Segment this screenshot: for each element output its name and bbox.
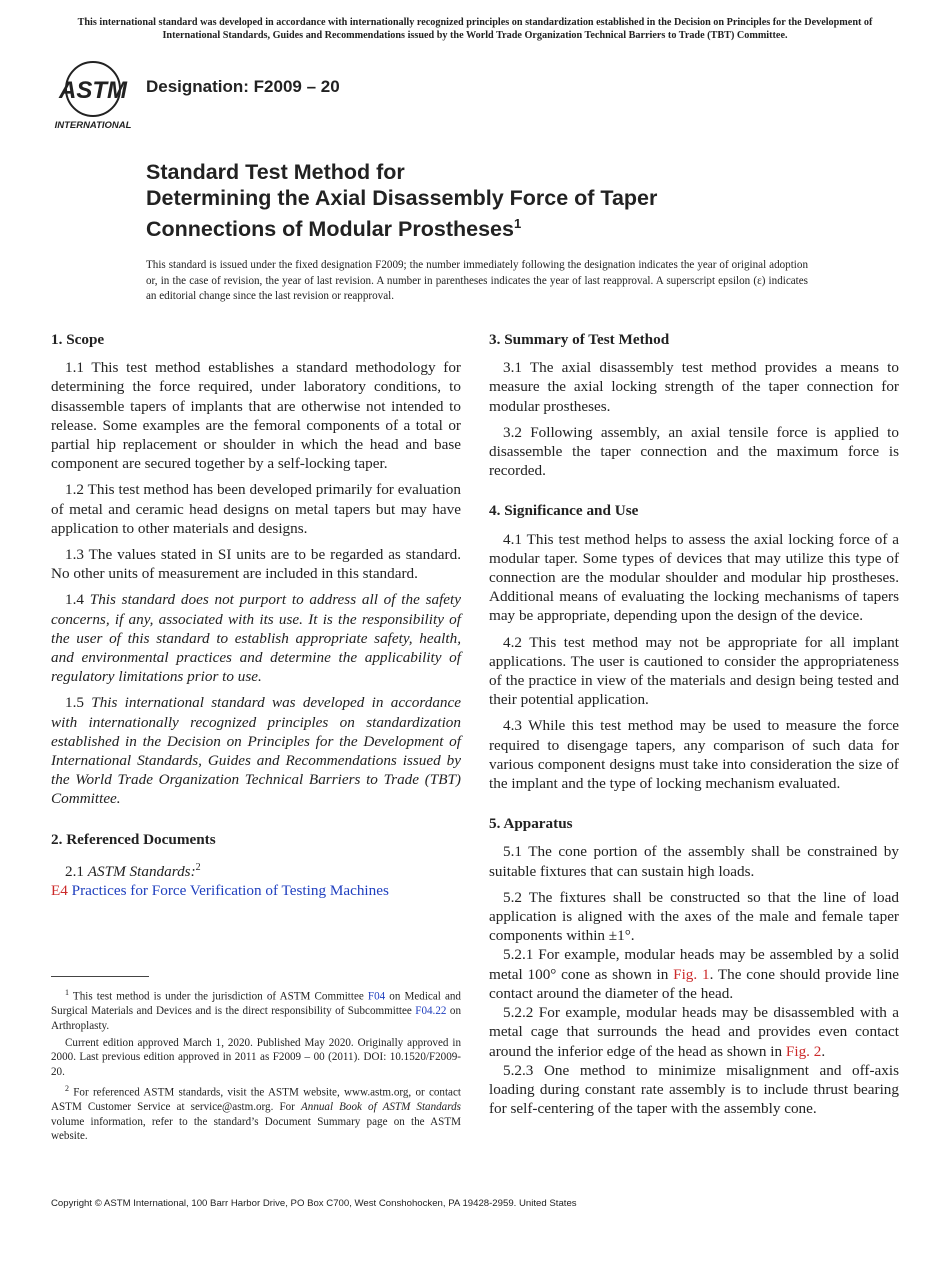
reference-e4-link[interactable]: Practices for Force Verification of Testing Machines — [71, 882, 389, 900]
paragraph-1-4: 1.4 This standard does not purport to address all of the safety concerns, if any, associated with its use. It is the responsibility of the user of this standard to establish appropriate safety, health, and environmental practices and determine the applicability of regulatory limitations prior to use. — [51, 591, 461, 686]
reference-e4-code[interactable]: E4 — [51, 882, 68, 900]
figure-2-link[interactable]: Fig. 2 — [785, 1042, 822, 1060]
paragraph-5-2-2: 5.2.2 For example, modular heads may be disassembled with a metal cage that surrounds the head and provides even contact around the inferior edge of the head as shown in Fig. 2. — [489, 1004, 899, 1060]
issued-note: This standard is issued under the fixed designation F2009; the number immediately following the designation indicates the year of original adoption or, in the case of revision, the year of last revision. A number in parentheses indicates the year of last reapproval. A superscript epsilon (ε) indicates an editorial change since the last revision or reapproval. — [146, 259, 808, 302]
paragraph-1-2: 1.2 This test method has been developed primarily for evaluation of metal and ceramic head designs on metal tapers but may have application to other materials and designs. — [51, 481, 461, 537]
paragraph-5-1: 5.1 The cone portion of the assembly shall be constrained by suitable fixtures that can sustain high loads. — [489, 843, 899, 880]
title-line-1: Standard Test Method for — [146, 160, 405, 184]
paragraph-3-2: 3.2 Following assembly, an axial tensile force is applied to disassemble the taper connection and the maximum force is recorded. — [489, 423, 899, 480]
paragraph-4-3: 4.3 While this test method may be used to measure the force required to disengage tapers, any comparison of such data for various component designs must take into consideration the size of the implant and the type of locking mechanism evaluated. — [489, 717, 899, 793]
right-column — [489, 330, 899, 1118]
designation: Designation: F2009 – 20 — [146, 77, 340, 96]
title-line-3: Connections of Modular Prostheses$^1$ — [146, 216, 522, 242]
paragraph-1-5: 1.5 This international standard was developed in accordance with internationally recognized principles on standardization established in the Decision on Principles for the Development of International Standards, Guides and Recommendations issued by the World Trade Organization Technical Barriers to Trade (TBT) Committee. — [51, 694, 462, 808]
figure-1-link[interactable]: Fig. 1 — [673, 965, 710, 983]
paragraph-4-1: 4.1 This test method helps to assess the axial locking force of a modular taper. Some types of devices that may utilize this type of connection are the modular shoulder and modular hip prostheses. Additional means of evaluating the locking mechanisms of tapers may be appropriate, depending upon the design of the device. — [489, 530, 899, 625]
copyright-line: Copyright © ASTM International, 100 Barr Harbor Drive, PO Box C700, West Conshohocken, PA 19428-2959. United States — [51, 1198, 577, 1209]
paragraph-3-1: 3.1 The axial disassembly test method provides a means to measure the axial locking strength of the taper connection for modular prostheses. — [489, 359, 899, 415]
footnote-divider — [51, 976, 149, 977]
paragraph-2-1: 2.1 ASTM Standards:$^2$ — [65, 861, 201, 880]
section-heading-significance: 4. Significance and Use — [489, 502, 639, 520]
title-footnote-mark: 1 — [513, 216, 522, 231]
logo-text: ASTM — [59, 77, 127, 104]
reference-e4[interactable] — [51, 881, 461, 900]
footnote-1: $^1$ This test method is under the jurisdiction of ASTM Committee F04 on Medical and Surgical Materials and Devices and is the direct responsibility of Subcommittee F04.22 on Arthroplasty. — [51, 988, 461, 1032]
left-column — [51, 330, 461, 900]
paragraph-1-1: 1.1 This test method establishes a standard methodology for determining the force required, under laboratory conditions, to disassemble tapers of implants that are otherwise not intended to release. Some examples are the femoral components of a total or partial hip replacement or shoulder in which the head and base component are secured together by a self-locking taper. — [51, 359, 461, 473]
standard-notice: This international standard was developed in accordance with internationally recognized principles on standardization established in the Decision on Principles for the Development of International Standards, Guides and Recommendations issued by the World Trade Organization Technical Barriers to Trade (TBT) Committee. — [77, 17, 873, 41]
logo-subtext: INTERNATIONAL — [54, 120, 132, 130]
footnote-edition: Current edition approved March 1, 2020. Published May 2020. Originally approved in 2000. Last previous edition approved in 2011 as F2009 – 00 (2011). DOI: 10.1520/F2009-20. — [51, 1036, 461, 1078]
committee-f04-link[interactable]: F04 — [367, 990, 386, 1003]
footnotes — [51, 986, 461, 1146]
paragraph-1-3: 1.3 The values stated in SI units are to be regarded as standard. No other units of measurement are included in this standard. — [51, 546, 461, 583]
astm-logo — [52, 56, 134, 130]
section-heading-scope: 1. Scope — [51, 331, 105, 348]
paragraph-4-2: 4.2 This test method may not be appropriate for all implant applications. The user is cautioned to consider the appropriateness of the practice in view of the materials and design being tested and their potential application. — [489, 633, 899, 709]
section-heading-apparatus: 5. Apparatus — [489, 815, 573, 833]
paragraph-5-2: 5.2 The fixtures shall be constructed so that the line of load application is aligned with the axes of the male and female taper components within ±1°. — [489, 888, 899, 945]
title-line-2: Determining the Axial Disassembly Force of Taper — [146, 186, 658, 210]
subcommittee-f04-22-link[interactable]: F04.22 — [415, 1005, 447, 1018]
section-heading-summary: 3. Summary of Test Method — [489, 331, 670, 348]
document-title — [146, 159, 866, 242]
paragraph-5-2-1: 5.2.1 For example, modular heads may be assembled by a solid metal 100° cone as shown in Fig. 1. The cone should provide line contact around the diameter of the head. — [489, 946, 899, 1002]
section-heading-referenced-documents: 2. Referenced Documents — [51, 830, 216, 848]
paragraph-5-2-3: 5.2.3 One method to minimize misalignment and off-axis loading during constant rate assembly is to include thrust bearing for self-centering of the taper with the assembly cone. — [489, 1061, 899, 1118]
footnote-2: $^2$ For referenced ASTM standards, visit the ASTM website, www.astm.org, or contact ASTM Customer Service at service@astm.org. For Annual Book of ASTM Standards volume information, refer to the standard’s Document Summary page on the ASTM website. — [51, 1084, 462, 1143]
